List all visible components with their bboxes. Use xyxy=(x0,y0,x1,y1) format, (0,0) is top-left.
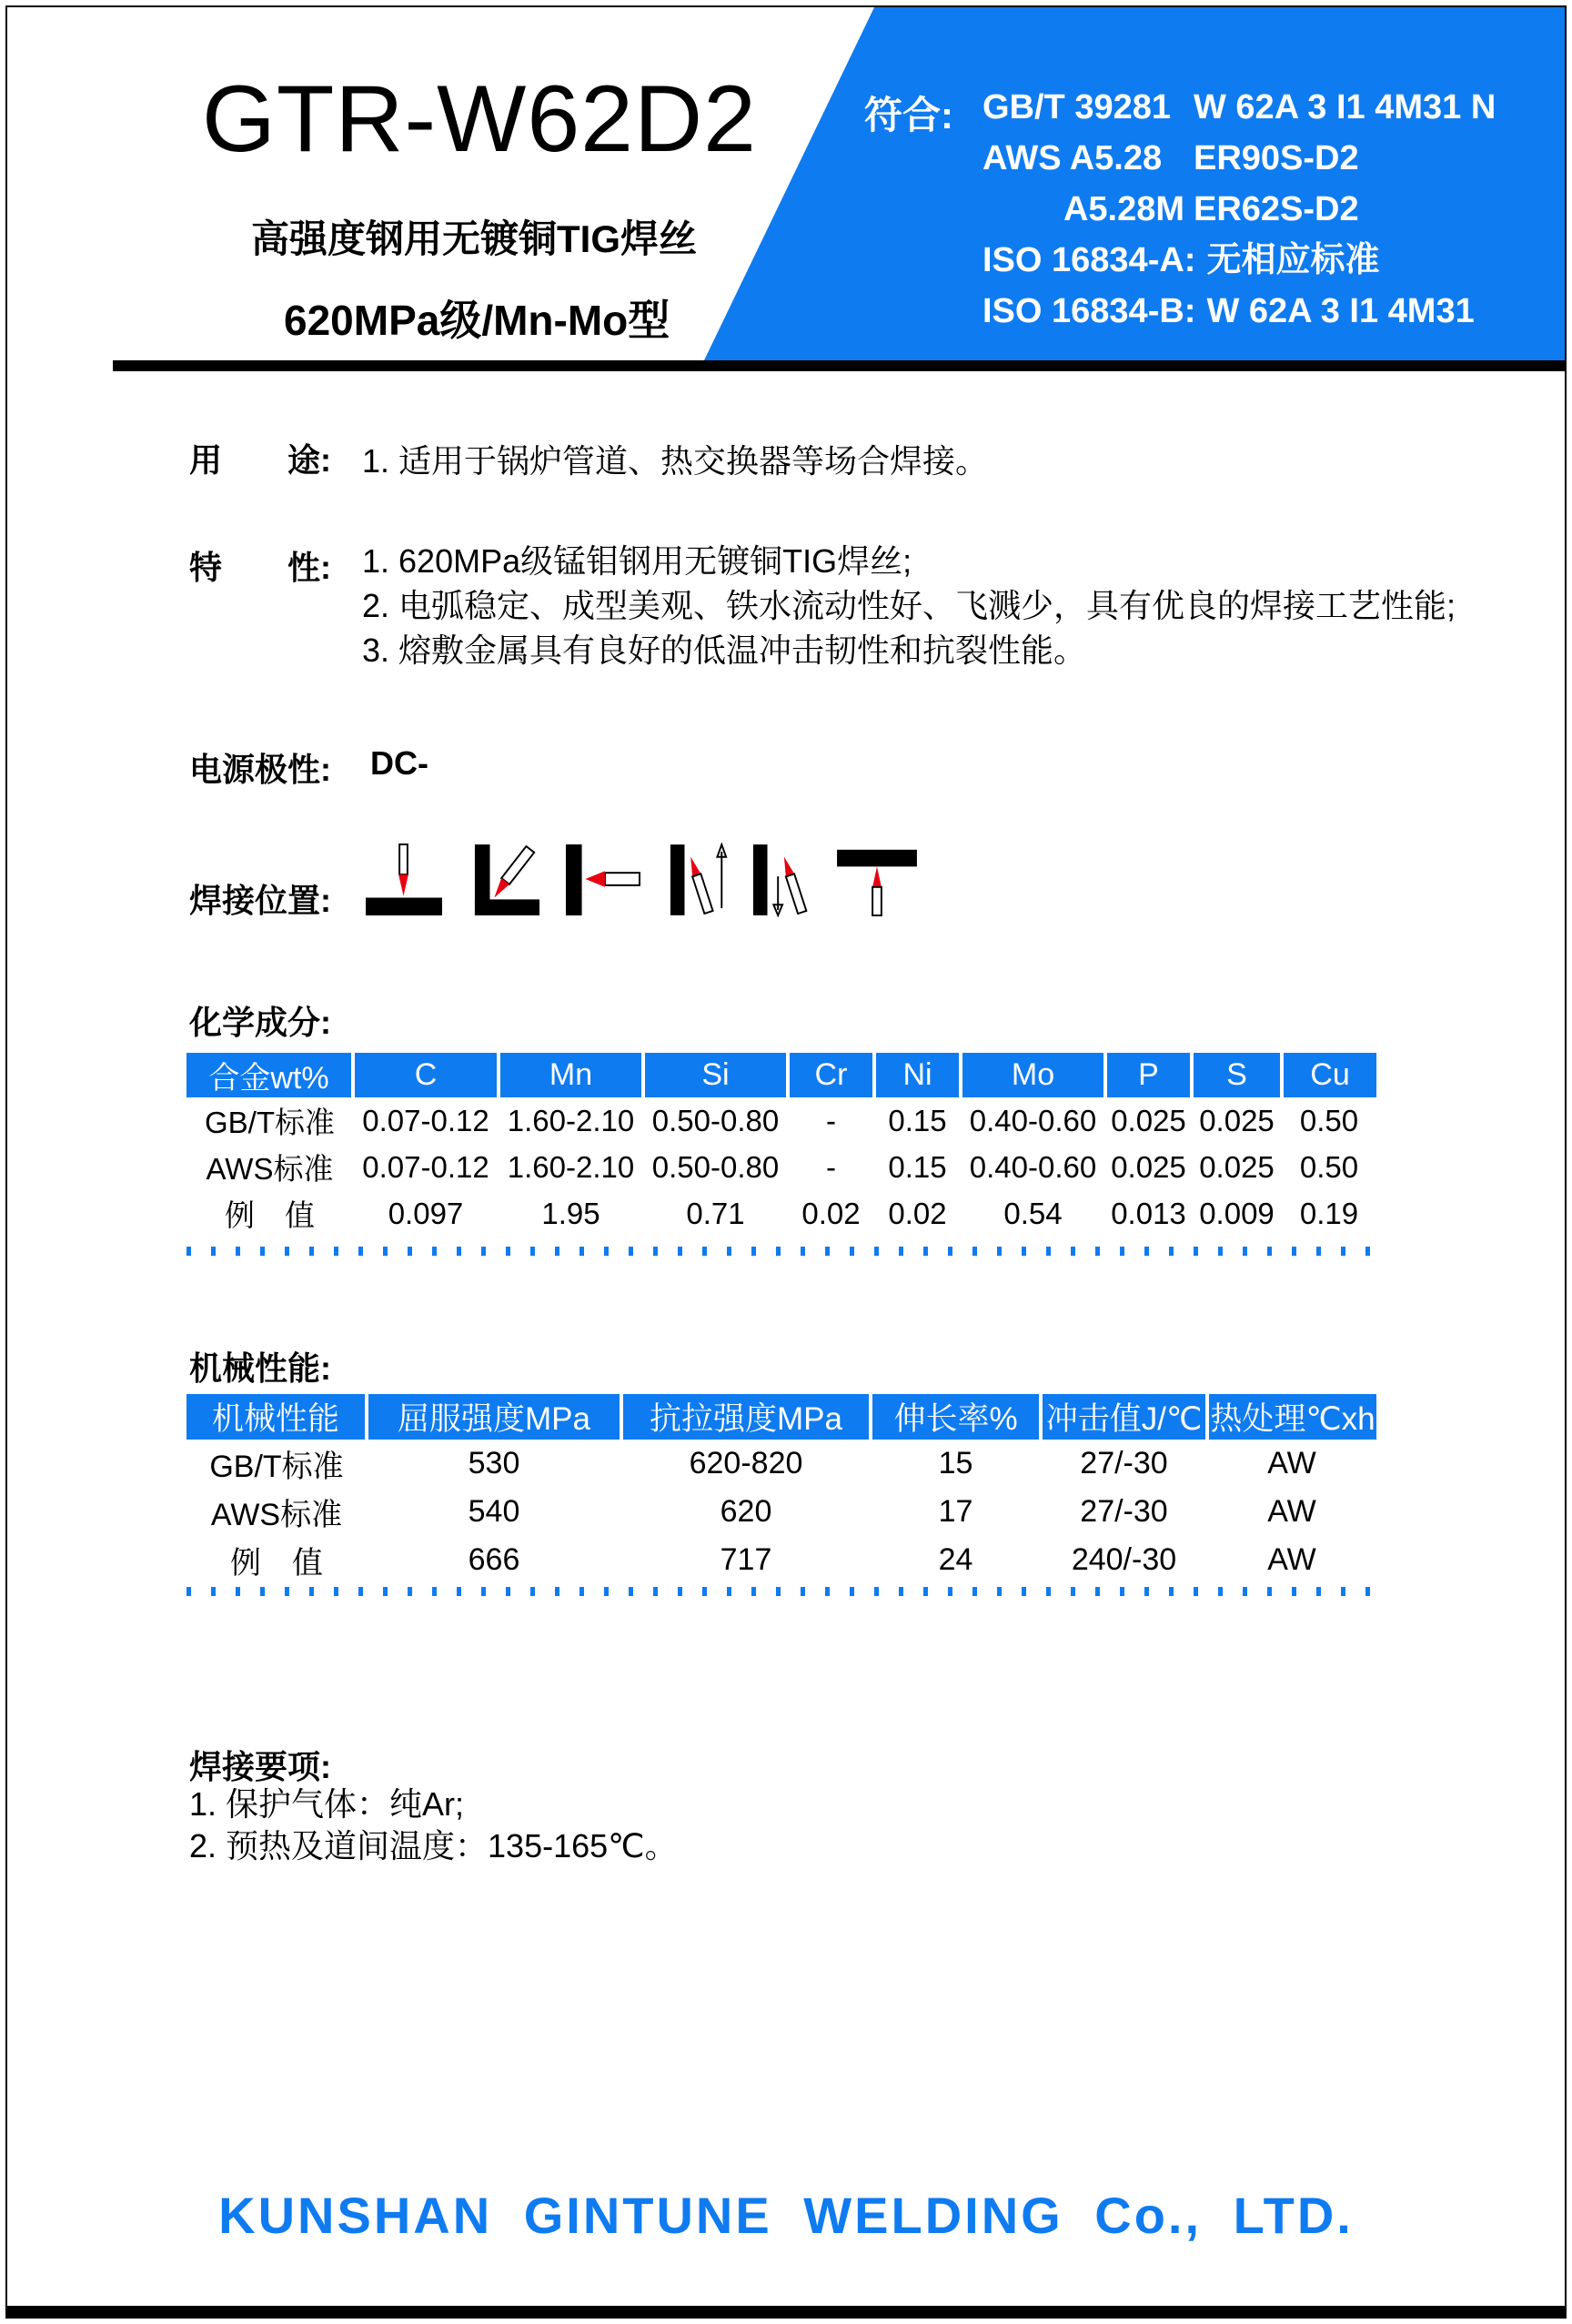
cell: 0.50 xyxy=(1299,1103,1359,1137)
welding-note-item: 2. 预热及道间温度：135-165℃。 xyxy=(189,1827,678,1864)
cell: 0.025 xyxy=(1199,1103,1275,1137)
cell: 1.60-2.10 xyxy=(507,1149,635,1184)
standard-row xyxy=(982,82,1496,133)
cell: 240/-30 xyxy=(1071,1542,1177,1577)
standard-value: ER90S-D2 xyxy=(1194,139,1359,177)
row-label: GB/T标准 xyxy=(209,1450,344,1484)
cell: 0.07-0.12 xyxy=(362,1103,489,1137)
cell: 0.50-0.80 xyxy=(651,1149,780,1184)
row-label: AWS标准 xyxy=(206,1152,334,1186)
chem-header-cell: P xyxy=(1105,1053,1192,1097)
positions-label: 焊接位置: xyxy=(189,882,331,919)
cell: 0.009 xyxy=(1199,1196,1275,1230)
horizontal-position-icon xyxy=(564,843,641,917)
cell: 620 xyxy=(720,1494,772,1529)
chem-header-cell: Mn xyxy=(499,1053,643,1097)
chemistry-label: 化学成分: xyxy=(189,1004,331,1041)
overhead-position-icon xyxy=(835,843,919,917)
cell: 0.50-0.80 xyxy=(651,1103,780,1137)
vertical-up-position-icon xyxy=(669,843,731,917)
cell: AW xyxy=(1267,1446,1316,1480)
chem-header-row xyxy=(186,1053,1376,1097)
cell: 530 xyxy=(468,1446,520,1480)
cell: 620-820 xyxy=(689,1446,803,1480)
cell: 666 xyxy=(468,1542,520,1577)
row-label: AWS标准 xyxy=(210,1498,343,1532)
header-divider xyxy=(113,360,1567,371)
cell: AW xyxy=(1267,1494,1316,1529)
cell: 15 xyxy=(938,1446,973,1480)
cell: 27/-30 xyxy=(1080,1446,1168,1480)
cell: 0.54 xyxy=(1003,1196,1063,1230)
product-title: GTR-W62D2 xyxy=(202,66,757,172)
row-label: GB/T标准 xyxy=(204,1106,335,1139)
cell: 0.013 xyxy=(1111,1196,1186,1230)
standard-value: ER62S-D2 xyxy=(1194,190,1359,228)
cell: 0.097 xyxy=(388,1196,464,1230)
usage-text: 1. 适用于锅炉管道、热交换器等场合焊接。 xyxy=(362,442,989,480)
table-row xyxy=(186,1536,1376,1584)
cell: - xyxy=(826,1103,836,1137)
polarity-label: 电源极性: xyxy=(189,751,331,788)
cell: 540 xyxy=(468,1494,520,1529)
row-label: 例 值 xyxy=(225,1198,315,1232)
chem-header-cell: Si xyxy=(643,1053,788,1097)
features-label: 特 性: xyxy=(189,549,331,586)
table-row xyxy=(186,1190,1376,1237)
standard-name: ISO 16834-A: xyxy=(982,241,1196,279)
row-label: 例 值 xyxy=(230,1546,323,1581)
standard-row xyxy=(982,133,1496,184)
usage-label: 用 途: xyxy=(189,441,331,479)
cell: 0.025 xyxy=(1111,1103,1186,1137)
dotted-divider xyxy=(186,1587,1376,1596)
welding-notes-list xyxy=(189,1783,678,1867)
table-row xyxy=(186,1097,1376,1144)
mech-header-cell: 伸长率% xyxy=(871,1394,1041,1440)
mech-header-cell: 屈服强度MPa xyxy=(367,1394,621,1440)
standard-name: ISO 16834-B: xyxy=(982,292,1196,330)
feature-item: 3. 熔敷金属具有良好的低温冲击韧性和抗裂性能。 xyxy=(362,632,1087,669)
cell: 1.95 xyxy=(541,1196,600,1230)
table-row xyxy=(186,1144,1376,1190)
mechanics-label: 机械性能: xyxy=(189,1349,331,1387)
mech-header-row xyxy=(186,1394,1376,1440)
chemical-composition-table xyxy=(186,1053,1376,1237)
dotted-divider xyxy=(186,1247,1376,1256)
cell: 0.19 xyxy=(1299,1196,1359,1230)
standard-row xyxy=(982,235,1496,286)
polarity-value: DC- xyxy=(370,744,428,782)
standard-name: AWS A5.28 xyxy=(982,139,1163,177)
mech-header-cell: 抗拉强度MPa xyxy=(621,1394,871,1440)
cell: 717 xyxy=(720,1542,772,1577)
cell: 17 xyxy=(938,1494,973,1529)
mech-header-cell: 热处理℃xh xyxy=(1207,1394,1376,1440)
cell: 0.025 xyxy=(1199,1149,1275,1184)
cell: 1.60-2.10 xyxy=(507,1103,635,1137)
chem-header-cell: Mo xyxy=(961,1053,1105,1097)
cell: 0.02 xyxy=(801,1196,861,1230)
standard-name: A5.28M xyxy=(1063,190,1184,228)
cell: 0.40-0.60 xyxy=(969,1103,1097,1137)
product-subtitle: 高强度钢用无镀铜TIG焊丝 xyxy=(251,217,697,260)
cell: 0.40-0.60 xyxy=(969,1149,1097,1184)
cell: AW xyxy=(1267,1542,1316,1577)
cell: - xyxy=(826,1149,836,1184)
cell: 0.71 xyxy=(686,1196,745,1230)
cell: 0.15 xyxy=(888,1149,947,1184)
cell: 0.15 xyxy=(888,1103,947,1137)
standard-value: W 62A 3 I1 4M31 xyxy=(1206,292,1475,330)
standard-name: GB/T 39281 xyxy=(982,88,1171,126)
vertical-down-position-icon xyxy=(751,843,817,917)
fillet-position-icon xyxy=(473,843,541,917)
welding-notes-label: 焊接要项: xyxy=(189,1748,331,1785)
chem-header-cell: Ni xyxy=(874,1053,961,1097)
standard-value: W 62A 3 I1 4M31 N xyxy=(1194,88,1496,126)
cell: 0.025 xyxy=(1111,1149,1186,1184)
standard-row xyxy=(982,184,1496,235)
cell: 0.07-0.12 xyxy=(362,1149,489,1184)
conform-label: 符合: xyxy=(864,94,953,136)
mech-header-cell: 机械性能 xyxy=(186,1394,367,1440)
product-grade: 620MPa级/Mn-Mo型 xyxy=(284,297,670,344)
table-row xyxy=(186,1488,1376,1536)
mech-header-cell: 冲击值J/℃ xyxy=(1041,1394,1207,1440)
chem-header-cell: 合金wt% xyxy=(186,1053,353,1097)
welding-note-item: 1. 保护气体：纯Ar; xyxy=(189,1785,465,1823)
flat-position-icon xyxy=(364,843,444,917)
cell: 27/-30 xyxy=(1080,1494,1168,1529)
chem-header-cell: S xyxy=(1192,1053,1282,1097)
chem-header-cell: Cu xyxy=(1282,1053,1376,1097)
cell: 0.02 xyxy=(888,1196,947,1230)
standard-row xyxy=(982,286,1496,337)
table-row xyxy=(186,1440,1376,1488)
cell: 0.50 xyxy=(1299,1149,1359,1184)
features-list xyxy=(362,539,1456,672)
feature-item: 1. 620MPa级锰钼钢用无镀铜TIG焊丝; xyxy=(362,542,912,580)
company-name: KUNSHAN GINTUNE WELDING Co., LTD. xyxy=(218,2187,1354,2244)
chem-header-cell: Cr xyxy=(788,1053,874,1097)
mechanical-properties-table xyxy=(186,1394,1376,1584)
feature-item: 2. 电弧稳定、成型美观、铁水流动性好、飞溅少，具有优良的焊接工艺性能; xyxy=(362,587,1456,624)
standard-value: 无相应标准 xyxy=(1206,241,1380,279)
cell: 24 xyxy=(938,1542,973,1577)
chem-header-cell: C xyxy=(353,1053,499,1097)
standards-list xyxy=(982,82,1496,337)
